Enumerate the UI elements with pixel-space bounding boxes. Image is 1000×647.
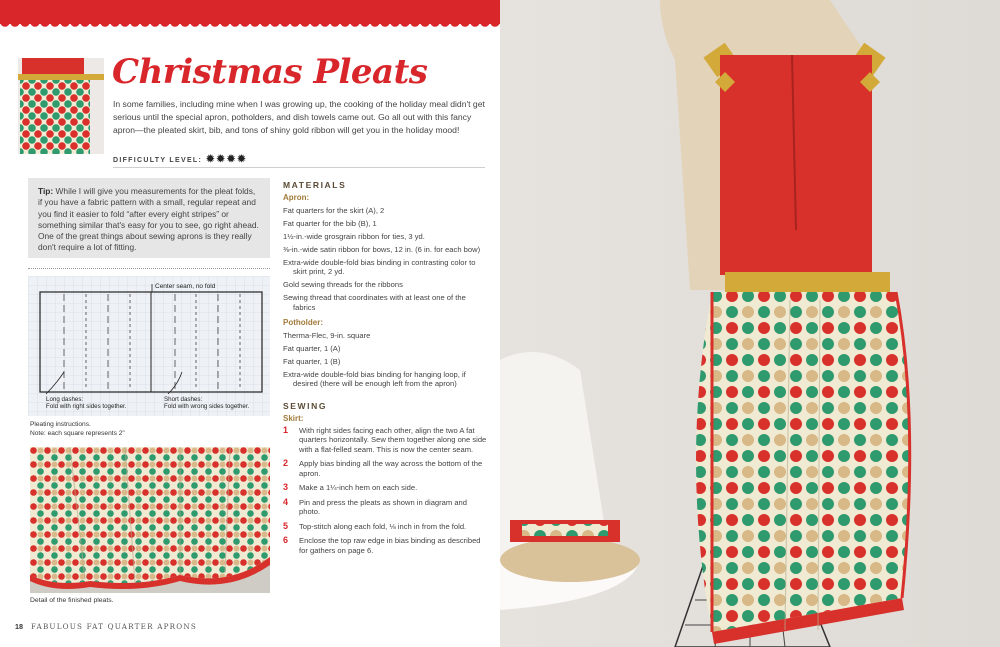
- step-text: With right sides facing each other, align the two A fat quarters horizontally. Sew them together along one side with a flat-felled seam. This is now the center seam.: [299, 425, 487, 454]
- list-item: Gold sewing threads for the ribbons: [283, 280, 403, 289]
- potholder-subheading: Potholder:: [283, 318, 323, 327]
- apron-subheading: Apron:: [283, 193, 310, 202]
- step-item: [283, 536, 488, 555]
- step-number: 6: [283, 535, 289, 545]
- tip-text: While I will give you measurements for the pleat folds, if you have a fabric pattern with a small, regular repeat and you find it easier to fold “after every eight stripes” or something similar that's easy for you to see, go right ahead. One of the great things about sewing aprons is they really don't require a lot of fitting.: [38, 186, 259, 253]
- list-item: Fat quarters for the skirt (A), 2: [283, 205, 385, 215]
- step-text: Pin and press the pleats as shown in diagram and photo.: [299, 497, 468, 516]
- pleats-detail-photo: [30, 447, 270, 593]
- instructions-column: [283, 180, 488, 560]
- detail-caption: Detail of the finished pleats.: [30, 597, 114, 604]
- step-text: Apply bias binding all the way across the bottom of the apron.: [299, 459, 483, 478]
- center-seam-label: Center seam, no fold: [155, 283, 216, 290]
- difficulty-rating-icons: ✹✹✹✹: [206, 154, 248, 165]
- step-number: 3: [283, 482, 289, 492]
- step-item: [283, 498, 488, 517]
- right-page: [500, 0, 1000, 647]
- difficulty-label: DIFFICULTY LEVEL:: [113, 157, 203, 164]
- step-text: Make a 1¼-inch hem on each side.: [299, 483, 418, 492]
- list-item: ⅜-in.-wide satin ribbon for bows, 12 in. (6 in. for each bow): [283, 244, 481, 254]
- step-text: Top-stitch along each fold, ⅛ inch in from the fold.: [299, 521, 467, 531]
- tip-divider: [28, 268, 270, 269]
- sewing-heading: SEWING: [283, 400, 328, 411]
- step-number: 1: [283, 424, 289, 435]
- list-item: Therma-Flec, 9-in. square: [283, 330, 371, 340]
- step-number: 4: [283, 496, 289, 507]
- tip-label: Tip:: [38, 186, 54, 196]
- step-item: [283, 522, 488, 532]
- long-dashes-desc: Fold with right sides together.: [46, 403, 127, 410]
- step-number: 2: [283, 458, 289, 468]
- divider: [113, 167, 485, 168]
- page-number: 18: [15, 622, 23, 631]
- list-item: Fat quarter, 1 (A): [283, 343, 341, 353]
- book-title: FABULOUS FAT QUARTER APRONS: [31, 622, 197, 631]
- diagram-caption: [30, 421, 125, 438]
- difficulty-level: [113, 154, 248, 165]
- step-item: [283, 459, 488, 478]
- short-dashes-desc: Fold with wrong sides together.: [164, 403, 250, 410]
- list-item: Sewing thread that coordinates with at least one of the fabrics: [283, 293, 466, 312]
- long-dashes-label: Long dashes:: [46, 396, 84, 403]
- list-item: Fat quarter, 1 (B): [283, 356, 341, 366]
- scalloped-edge: [0, 22, 500, 30]
- list-item: Extra-wide double-fold bias binding for hanging loop, if desired (there will be enough left from the apron): [283, 369, 466, 388]
- step-item: [283, 483, 488, 493]
- diagram-caption-line2: Note: each square represents 2": [30, 429, 125, 437]
- step-number: 5: [283, 520, 289, 531]
- diagram-caption-line1: Pleating instructions.: [30, 421, 91, 428]
- apron-on-dress-form-photo: [500, 0, 1000, 647]
- page-footer: [15, 622, 197, 631]
- skirt-subheading: Skirt:: [283, 413, 304, 423]
- sewing-steps: [283, 426, 488, 556]
- intro-paragraph: In some families, including mine when I was growing up, the cooking of the holiday meal didn't get serious until the special apron, potholders, and dish towels came out. Go all out with this fancy apron—the pleated skirt, bib, and tons of shiny gold ribbon will get you in the holiday mood!: [113, 99, 485, 135]
- short-dashes-label: Short dashes:: [164, 396, 203, 403]
- potholder-materials-list: [283, 331, 488, 389]
- apron-thumbnail-photo: [18, 58, 104, 154]
- materials-heading: MATERIALS: [283, 180, 347, 190]
- step-item: [283, 426, 488, 455]
- pleating-diagram: [28, 276, 270, 416]
- list-item: Extra-wide double-fold bias binding in contrasting color to skirt print, 2 yd.: [283, 257, 476, 276]
- tip-box: [28, 178, 270, 258]
- page-title: Christmas Pleats: [112, 52, 428, 92]
- scalloped-header-band: [0, 0, 500, 24]
- apron-materials-list: [283, 206, 488, 313]
- step-text: Enclose the top raw edge in bias binding as described for gathers on page 6.: [299, 536, 481, 555]
- list-item: Fat quarter for the bib (B), 1: [283, 218, 377, 228]
- list-item: 1½-in.-wide grosgrain ribbon for ties, 3 yd.: [283, 231, 425, 241]
